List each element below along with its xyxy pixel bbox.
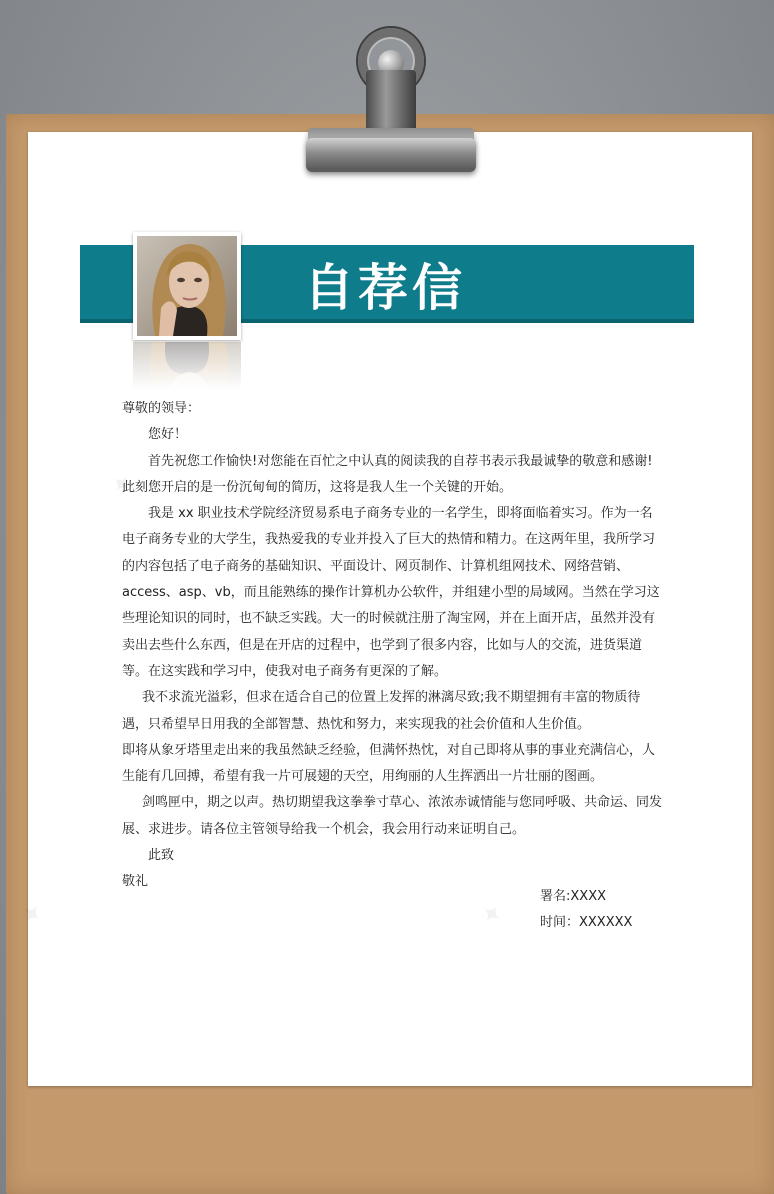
signature: 署名:XXXX [540, 889, 607, 904]
greeting: 您好！ [148, 427, 188, 443]
letter-body [122, 396, 662, 896]
page-title: 自荐信 [304, 259, 466, 317]
reflection-fade [133, 342, 241, 398]
watermark-mark: ✦ [473, 896, 509, 934]
paragraph: 我是 xx 职业技术学院经济贸易系电子商务专业的一名学生，即将面临着实习。作为一名电子商务专业的大学生，我热爱我的专业并投入了巨大的热情和精力。在这两年里，我所学习的内容包括了电子商务的基础知识、平面设计、网页制作、计算机组网技术、网络营销、access、asp、vb，而且能熟练的操作计算机办公软件，并组建小型的局域网。当然在学习这些理论知识的同时，也不缺乏实践。大一的时候就注册了淘宝网，并在上面开店，虽然并没有卖出去些什么东西，但是在开店的过程中，也学到了很多内容，比如与人的交流，进货渠道等。在这实践和学习中，使我对电子商务有更深的了解。 [122, 506, 660, 679]
portrait-photo-image [137, 236, 237, 336]
paragraph: 即将从象牙塔里走出来的我虽然缺乏经验，但满怀热忱，对自己即将从事的事业充满信心，人生能有几回搏，希望有我一片可展翅的天空，用绚丽的人生挥洒出一片壮丽的图画。 [122, 742, 656, 785]
watermark-mark: ✦ [13, 896, 49, 934]
paragraph: 剑鸣匣中，期之以声。热切期望我这拳拳寸草心、浓浓赤诚情能与您同呼吸、共命运、同发展、求进步。请各位主管领导给我一个机会，我会用行动来证明自己。 [122, 795, 663, 837]
closing-salute: 敬礼 [122, 874, 149, 890]
binder-clip-icon [306, 138, 476, 172]
salutation: 尊敬的领导： [122, 401, 201, 416]
paragraph: 首先祝您工作愉快!对您能在百忙之中认真的阅读我的自荐书表示我最诚挚的敬意和感谢!此刻您开启的是一份沉甸甸的简历，这将是我人生一个关键的开始。 [122, 453, 653, 495]
portrait-photo [133, 232, 241, 340]
date: 时间：XXXXXX [540, 915, 633, 930]
closing-phrase: 此致 [148, 848, 175, 864]
paragraph: 我不求流光溢彩，但求在适合自己的位置上发挥的淋漓尽致;我不期望拥有丰富的物质待遇，只希望早日用我的全部智慧、热忱和努力，来实现我的社会价值和人生价值。 [122, 690, 641, 732]
watermark-mark: ✦ [103, 466, 139, 504]
signature-block [540, 884, 632, 936]
